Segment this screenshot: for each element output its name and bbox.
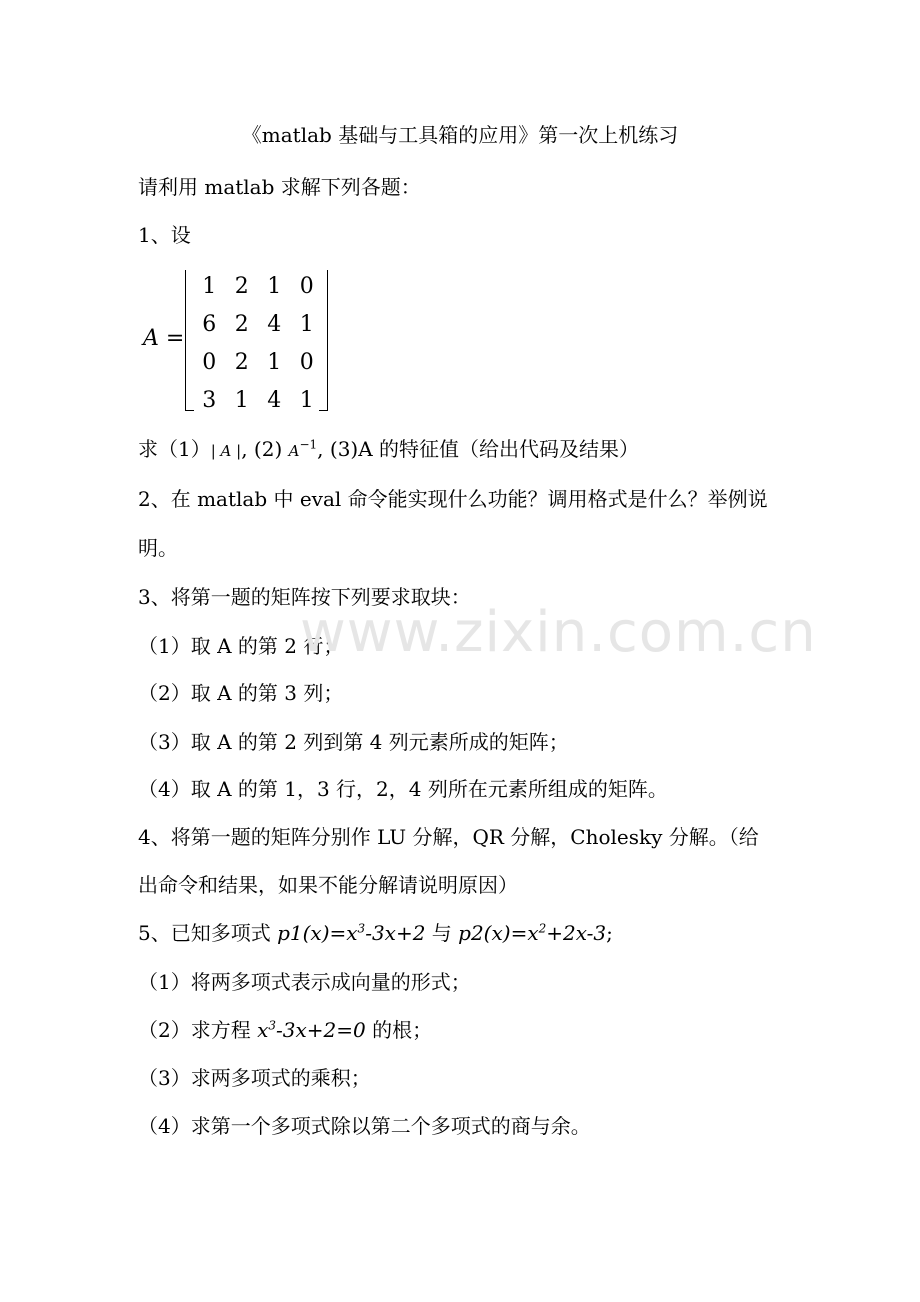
equation-exponent: 3 <box>268 1018 277 1033</box>
p1-rest: -3x+2 <box>365 921 426 945</box>
question-5-statement <box>138 920 613 946</box>
matrix-cell: 2 <box>234 350 249 375</box>
intro-text: 请利用 matlab 求解下列各题： <box>138 175 421 199</box>
ask-prefix: 求（1） <box>138 437 211 461</box>
question-4-line-1: 4、将第一题的矩阵分别作 LU 分解，QR 分解，Cholesky 分解。（给 <box>138 825 759 849</box>
equation-rest: -3x+2=0 <box>276 1018 366 1042</box>
matrix-cell: 6 <box>202 312 217 337</box>
ask-suffix: , (3)A 的特征值（给出代码及结果） <box>317 437 640 461</box>
question-3-item-1: （1）取 A 的第 2 行； <box>138 634 344 658</box>
matrix-cell: 3 <box>202 388 217 413</box>
question-5-item-4: （4）求第一个多项式除以第二个多项式的商与余。 <box>138 1114 591 1138</box>
polynomial-p1: p1(x)=x <box>277 921 358 945</box>
matrix-row <box>193 382 323 420</box>
document-title: 《matlab 基础与工具箱的应用》第一次上机练习 <box>241 123 679 147</box>
matrix-right-bracket <box>319 270 328 411</box>
q5-and: 与 <box>425 921 459 945</box>
p2-exponent: 2 <box>538 921 547 936</box>
matrix-cell: 2 <box>234 312 249 337</box>
question-4-line-2: 出命令和结果，如果不能分解请说明原因） <box>138 873 518 897</box>
matrix-lhs <box>143 324 184 354</box>
item-2-prefix: （2）求方程 <box>138 1018 258 1042</box>
matrix-row <box>193 306 323 344</box>
question-5-item-1: （1）将两多项式表示成向量的形式； <box>138 970 471 994</box>
question-2-line-2: 明。 <box>138 536 178 560</box>
watermark: www.zixin.com.cn <box>300 600 817 665</box>
matrix-cell: 1 <box>299 312 314 337</box>
matrix-equals: = <box>165 326 185 351</box>
matrix-cell: 1 <box>267 274 282 299</box>
question-5-item-3: （3）求两多项式的乘积； <box>138 1066 371 1090</box>
q5-prefix: 5、已知多项式 <box>138 921 278 945</box>
question-2-line-1: 2、在 matlab 中 eval 命令能实现什么功能？调用格式是什么？举例说 <box>138 487 768 511</box>
question-1-ask <box>138 436 639 464</box>
item-2-suffix: 的根； <box>365 1018 433 1042</box>
matrix-name: A <box>143 326 159 351</box>
question-5-item-2 <box>138 1017 432 1043</box>
matrix-cell: 0 <box>202 350 217 375</box>
q5-end: ; <box>606 921 613 945</box>
matrix-cell: 0 <box>299 274 314 299</box>
p2-rest: +2x-3 <box>546 921 607 945</box>
question-3-item-3: （3）取 A 的第 2 列到第 4 列元素所成的矩阵； <box>138 730 569 754</box>
question-3-item-2: （2）取 A 的第 3 列； <box>138 681 344 705</box>
matrix-row <box>193 344 323 382</box>
question-3-item-4: （4）取 A 的第 1，3 行，2，4 列所在元素所组成的矩阵。 <box>138 777 668 801</box>
matrix-cell: 1 <box>299 388 314 413</box>
matrix-cell: 1 <box>234 388 249 413</box>
polynomial-p2: p2(x)=x <box>458 921 539 945</box>
inverse-exponent: −1 <box>299 437 318 452</box>
ask-part-2: , (2) <box>241 437 289 461</box>
determinant-expression: | A | <box>210 442 242 460</box>
matrix-row <box>193 268 323 306</box>
matrix-cell: 2 <box>234 274 249 299</box>
matrix-grid <box>193 268 323 420</box>
matrix-cell: 0 <box>299 350 314 375</box>
question-1-label: 1、设 <box>138 223 191 247</box>
equation-base: x <box>257 1018 269 1042</box>
matrix-cell: 4 <box>267 388 282 413</box>
inverse-base: A <box>288 442 300 460</box>
question-3-label: 3、将第一题的矩阵按下列要求取块： <box>138 585 471 609</box>
matrix-cell: 4 <box>267 312 282 337</box>
matrix-cell: 1 <box>202 274 217 299</box>
matrix-cell: 1 <box>267 350 282 375</box>
p1-exponent: 3 <box>357 921 366 936</box>
